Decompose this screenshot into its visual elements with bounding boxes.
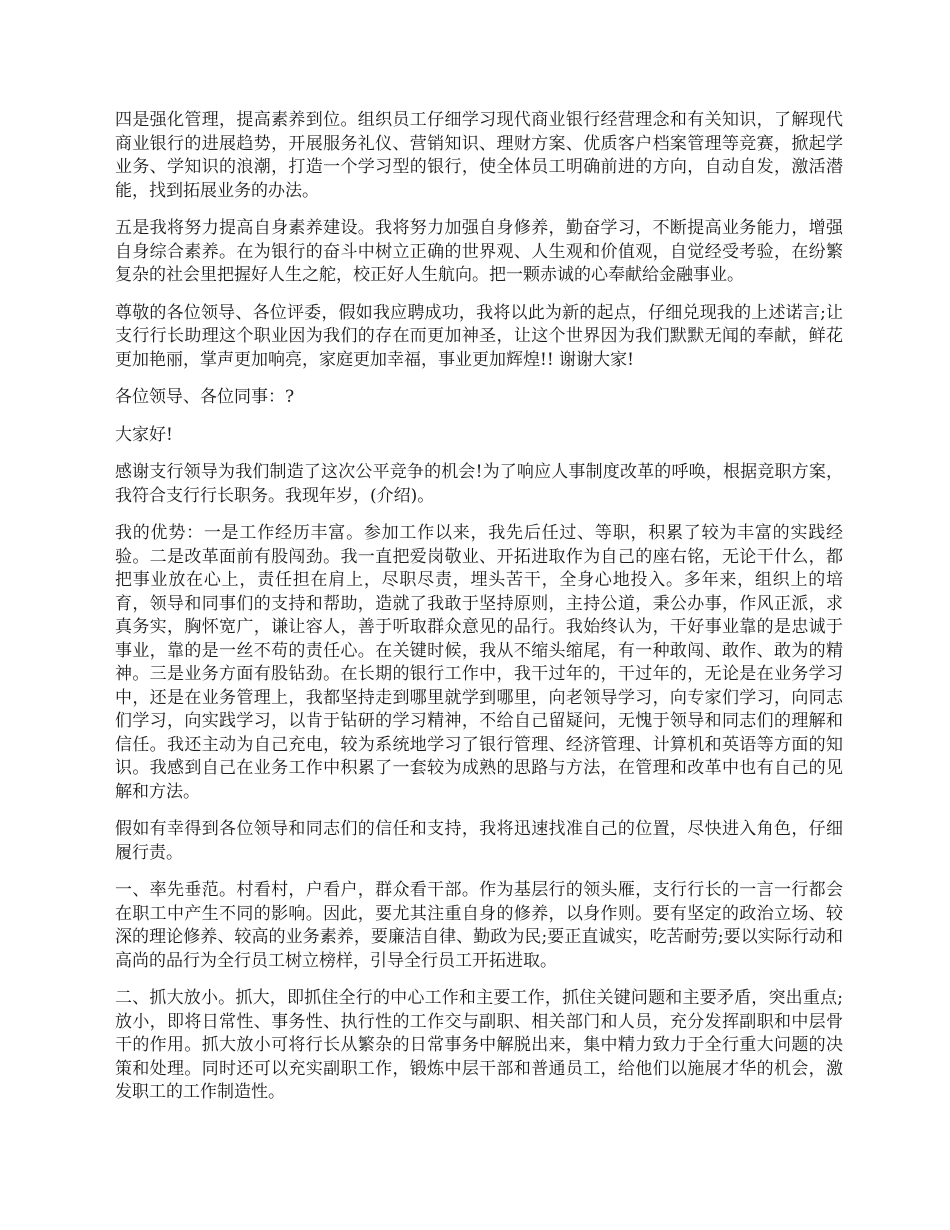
paragraph-advantages: 我的优势：一是工作经历丰富。参加工作以来，我先后任过、等职，积累了较为丰富的实践经验。二是改革面前有股闯劲。我一直把爱岗敬业、开拓进取作为自己的座右铭，无论干什么，都把事业放在心上，责任担在肩上，尽职尽责，埋头苦干，全身心地投入。多年来，组织上的培育，领导和同事们的支持和帮助，造就了我敢于坚持原则，主持公道，秉公办事，作风正派，求真务实，胸怀宽广，谦让容人，善于听取群众意见的品行。我始终认为，干好事业靠的是忠诚于事业，靠的是一丝不苟的责任心。在关键时候，我从不缩头缩尾，有一种敢闯、敢作、敢为的精神。三是业务方面有股钻劲。在长期的银行工作中，我干过年的，干过年的，无论是在业务学习中，还是在业务管理上，我都坚持走到哪里就学到哪里，向老领导学习，向专家们学习，向同志们学习，向实践学习，以肯于钻研的学习精神，不给自己留疑问，无愧于领导和同志们的理解和信任。我还主动为自己充电，较为系统地学习了银行管理、经济管理、计算机和英语等方面的知识。我感到自己在业务工作中积累了一套较为成熟的思路与方法，在管理和改革中也有自己的见解和方法。 — [115, 523, 843, 802]
paragraph-grasp-big-release-small: 二、抓大放小。抓大，即抓住全行的中心工作和主要工作，抓住关键问题和主要矛盾，突出重点;放小，即将日常性、事务性、执行性的工作交与副职、相关部门和人员，充分发挥副职和中层骨干的作用。抓大放小可将行长从繁杂的日常事务中解脱出来，集中精力致力于全行重大问题的决策和处理。同时还可以充实副职工作，锻炼中层干部和普通员工，给他们以施展才华的机会，激发职工的工作制造性。 — [115, 988, 843, 1102]
paragraph-greeting-colleagues: 各位领导、各位同事：? — [115, 387, 295, 407]
document-body — [115, 109, 843, 1119]
paragraph-closing-thanks: 尊敬的各位领导、各位评委，假如我应聘成功，我将以此为新的起点，仔细兑现我的上述诺言;让支行行长助理这个职业因为我们的存在而更加神圣，让这个世界因为我们默默无闻的奉献，鲜花更加艳丽，掌声更加响亮，家庭更加幸福，事业更加辉煌!! 谢谢大家! — [115, 302, 843, 370]
paragraph-strengthen-management: 四是强化管理，提高素养到位。组织员工仔细学习现代商业银行经营理念和有关知识，了解现代商业银行的进展趋势，开展服务礼仪、营销知识、理财方案、优质客户档案管理等竞赛，掀起学业务、学知识的浪潮，打造一个学习型的银行，使全体员工明确前进的方向，自动自发，激活潜能，找到拓展业务的办法。 — [115, 110, 843, 201]
paragraph-introduction: 感谢支行领导为我们制造了这次公平竞争的机会!为了响应人事制度改革的呼唤，根据竞职方案，我符合支行行长职务。我现年岁，(介绍)。 — [115, 462, 843, 506]
paragraph-commitment: 假如有幸得到各位领导和同志们的信任和支持，我将迅速找准自己的位置，尽快进入角色，仔细履行责。 — [115, 819, 843, 863]
paragraph-self-improvement: 五是我将努力提高自身素养建设。我将努力加强自身修养，勤奋学习，不断提高业务能力，增强自身综合素养。在为银行的奋斗中树立正确的世界观、人生观和价值观，自觉经受考验，在纷繁复杂的社会里把握好人生之舵，校正好人生航向。把一颗赤诚的心奉献给金融事业。 — [115, 218, 843, 285]
paragraph-hello: 大家好! — [115, 424, 173, 445]
paragraph-lead-by-example: 一、率先垂范。村看村，户看户，群众看干部。作为基层行的领头雁，支行行长的一言一行都会在职工中产生不同的影响。因此，要尤其注重自身的修养，以身作则。要有坚定的政治立场、较深的理论修养、较高的业务素养，要廉洁自律、勤政为民;要正直诚实，吃苦耐劳;要以实际行动和高尚的品行为全行员工树立榜样，引导全行员工开拓进取。 — [115, 880, 843, 971]
